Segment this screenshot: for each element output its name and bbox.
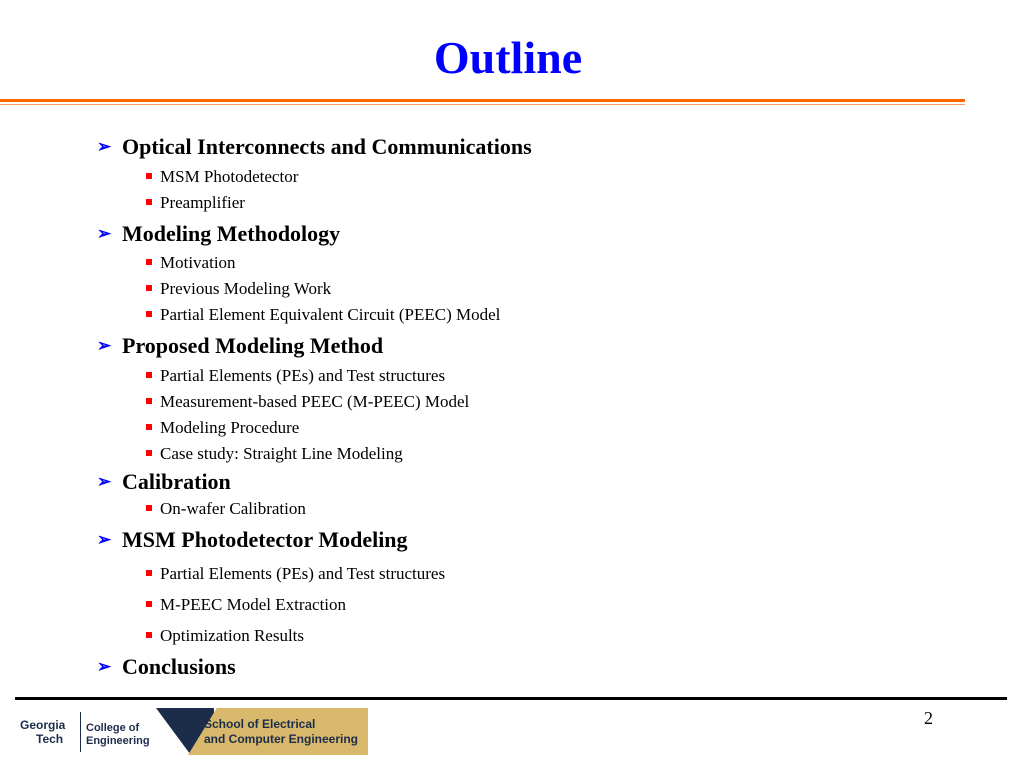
square-bullet-icon [146, 372, 152, 378]
page-number: 2 [924, 708, 933, 728]
arrowhead-icon: ➢ [97, 657, 112, 676]
outline-subitem: Case study: Straight Line Modeling [146, 444, 403, 464]
square-bullet-icon [146, 450, 152, 456]
square-bullet-icon [146, 259, 152, 265]
logo-school-text: School of Electrical [204, 717, 316, 731]
outline-subitem: Measurement-based PEEC (M-PEEC) Model [146, 392, 469, 412]
arrowhead-icon: ➢ [97, 137, 112, 156]
square-bullet-icon [146, 601, 152, 607]
arrowhead-icon: ➢ [97, 472, 112, 491]
title-divider [0, 99, 965, 102]
outline-heading: ➢ Modeling Methodology [97, 221, 341, 246]
outline-subitem: Partial Element Equivalent Circuit (PEEC) Model [146, 305, 500, 325]
outline-heading: ➢ MSM Photodetector Modeling [97, 527, 408, 552]
outline-heading: ➢ Proposed Modeling Method [97, 333, 384, 358]
square-bullet-icon [146, 570, 152, 576]
tech-tower-icon [80, 712, 81, 752]
footer-divider [15, 697, 1007, 700]
outline-heading: ➢ Optical Interconnects and Communications [97, 134, 532, 159]
outline-heading: ➢ Calibration [97, 469, 231, 494]
square-bullet-icon [146, 424, 152, 430]
outline-subitem: Modeling Procedure [146, 418, 299, 438]
square-bullet-icon [146, 398, 152, 404]
logo-school-text: and Computer Engineering [204, 732, 359, 746]
square-bullet-icon [146, 199, 152, 205]
outline-subitem: Previous Modeling Work [146, 279, 331, 299]
square-bullet-icon [146, 173, 152, 179]
outline-subitem: Optimization Results [146, 626, 304, 646]
arrowhead-icon: ➢ [97, 224, 112, 243]
square-bullet-icon [146, 505, 152, 511]
logo-coe-text: College of [86, 722, 140, 734]
outline-subitem: MSM Photodetector [146, 167, 298, 187]
logo-gt-text: Georgia [20, 718, 66, 732]
square-bullet-icon [146, 632, 152, 638]
arrowhead-icon: ➢ [97, 336, 112, 355]
outline-subitem: On-wafer Calibration [146, 499, 306, 519]
outline-subitem: Motivation [146, 253, 236, 273]
square-bullet-icon [146, 285, 152, 291]
outline-subitem: M-PEEC Model Extraction [146, 595, 346, 615]
logo-gt-text: Tech [36, 732, 64, 746]
logo-coe-text: Engineering [86, 735, 150, 747]
slide-title: Outline [433, 32, 583, 83]
square-bullet-icon [146, 311, 152, 317]
georgia-tech-ece-logo [16, 708, 368, 755]
arrowhead-icon: ➢ [97, 530, 112, 549]
outline-heading: ➢ Conclusions [97, 654, 236, 679]
title-divider-thin [0, 104, 965, 105]
outline-subitem: Preamplifier [146, 193, 245, 213]
outline-subitem: Partial Elements (PEs) and Test structures [146, 366, 445, 386]
outline-subitem: Partial Elements (PEs) and Test structures [146, 564, 445, 584]
